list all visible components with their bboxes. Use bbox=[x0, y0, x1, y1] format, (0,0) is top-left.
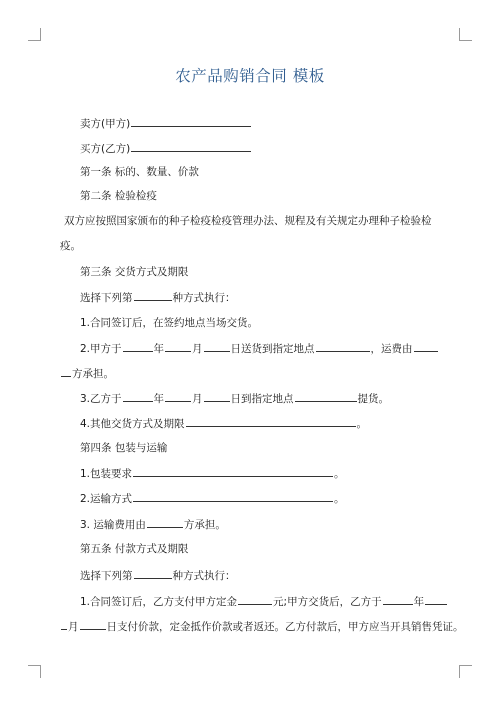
article-3-item-3 bbox=[80, 391, 389, 406]
a5-item1-text-1: 1.合同签订后，乙方支付甲方定金 bbox=[80, 596, 238, 608]
choose-suffix-2: 种方式执行： bbox=[172, 570, 236, 582]
article-2-body-line-2: 疫。 bbox=[60, 240, 81, 252]
crop-mark-bottom-left bbox=[28, 665, 41, 678]
crop-mark-top-left bbox=[28, 28, 41, 41]
a3-item2-text-3: ，运费由 bbox=[370, 343, 413, 355]
article-4-item-3 bbox=[80, 517, 226, 532]
a5-item1-day-blank[interactable] bbox=[80, 619, 106, 630]
a3-item4-end: 。 bbox=[356, 418, 368, 430]
a3-item2-year-label: 年 bbox=[153, 343, 165, 355]
a5-item1-text-2: 元;甲方交货后，乙方于 bbox=[273, 596, 382, 608]
a3-item2-cont-text: 方承担。 bbox=[72, 368, 114, 380]
a3-item2-freight-blank[interactable] bbox=[414, 341, 438, 352]
article-2-heading: 第二条 检验检疫 bbox=[80, 190, 157, 202]
a4-item3-blank[interactable] bbox=[147, 517, 183, 528]
a3-item2-month-blank[interactable] bbox=[165, 341, 191, 352]
buyer-blank[interactable] bbox=[131, 141, 251, 152]
a4-item1-end: 。 bbox=[334, 468, 345, 480]
a3-item3-text-2: 日到指定地点 bbox=[230, 393, 294, 405]
a5-item1-year-label: 年 bbox=[413, 596, 425, 608]
article-1-heading: 第一条 标的、数量、价款 bbox=[80, 166, 199, 178]
a3-item3-text-1: 3.乙方于 bbox=[80, 393, 122, 405]
a3-item3-month-blank[interactable] bbox=[165, 391, 191, 402]
article-4-item-2 bbox=[80, 491, 345, 506]
a3-item2-day-blank[interactable] bbox=[204, 341, 230, 352]
choose-blank-2[interactable] bbox=[134, 568, 172, 579]
a3-item2-party-blank[interactable] bbox=[61, 366, 71, 377]
a4-item2-blank[interactable] bbox=[133, 491, 333, 502]
a4-item3-text-1: 3. 运输费用由 bbox=[80, 519, 146, 531]
article-2-body-line-1: 双方应按照国家颁布的种子检疫检疫管理办法、规程及有关规定办理种子检验检 bbox=[64, 215, 432, 227]
choose-prefix-2: 选择下列第 bbox=[80, 570, 133, 582]
a3-item3-year-label: 年 bbox=[153, 393, 165, 405]
document-title: 农产品购销合同 模板 bbox=[175, 67, 325, 85]
a3-item4-blank[interactable] bbox=[186, 416, 356, 427]
a3-item3-text-3: 提货。 bbox=[357, 393, 390, 405]
article-3-item-4 bbox=[80, 416, 367, 431]
a5-item1-cont-text: 日支付价款，定金抵作价款或者返还。乙方付款后，甲方应当开具销售凭证。 bbox=[106, 621, 464, 633]
article-5-heading: 第五条 付款方式及期限 bbox=[80, 543, 189, 555]
article-5-item-1 bbox=[80, 594, 448, 609]
buyer-line bbox=[80, 141, 252, 156]
article-3-item-2 bbox=[80, 341, 439, 356]
a4-item1-text: 1.包装要求 bbox=[80, 468, 133, 480]
seller-blank[interactable] bbox=[131, 116, 251, 127]
a3-item2-location-blank[interactable] bbox=[316, 341, 370, 352]
article-3-choose-line bbox=[80, 290, 236, 305]
crop-mark-bottom-right bbox=[459, 665, 472, 678]
a4-item2-end: 。 bbox=[334, 493, 345, 505]
a3-item2-year-blank[interactable] bbox=[123, 341, 153, 352]
choose-prefix: 选择下列第 bbox=[80, 292, 133, 304]
a5-item1-year-blank[interactable] bbox=[383, 594, 413, 605]
a3-item3-month-label: 月 bbox=[192, 393, 203, 405]
crop-mark-top-right bbox=[459, 28, 472, 41]
seller-line bbox=[80, 116, 252, 131]
article-4-heading: 第四条 包装与运输 bbox=[80, 442, 168, 454]
a5-item1-month-blank[interactable] bbox=[425, 594, 447, 605]
choose-suffix: 种方式执行： bbox=[172, 292, 236, 304]
buyer-label: 买方(乙方) bbox=[80, 143, 131, 155]
a3-item3-location-blank[interactable] bbox=[295, 391, 357, 402]
article-5-choose-line bbox=[80, 568, 236, 583]
choose-blank[interactable] bbox=[134, 290, 172, 301]
article-5-item-1-cont bbox=[60, 619, 464, 634]
article-4-item-1 bbox=[80, 466, 345, 481]
a3-item2-text-2: 日送货到指定地点 bbox=[230, 343, 315, 355]
seller-label: 卖方(甲方) bbox=[80, 118, 131, 130]
a3-item3-day-blank[interactable] bbox=[204, 391, 230, 402]
a4-item1-blank[interactable] bbox=[133, 466, 333, 477]
a3-item3-year-blank[interactable] bbox=[123, 391, 153, 402]
a3-item2-month-label: 月 bbox=[192, 343, 203, 355]
a5-item1-cont-month-label: 月 bbox=[68, 621, 79, 633]
a4-item3-text-2: 方承担。 bbox=[183, 519, 226, 531]
a5-item1-cont-month-blank[interactable] bbox=[61, 619, 67, 630]
article-3-heading: 第三条 交货方式及期限 bbox=[80, 266, 189, 278]
a3-item4-text: 4.其他交货方式及期限 bbox=[80, 418, 185, 430]
a5-item1-deposit-blank[interactable] bbox=[238, 594, 272, 605]
a3-item2-text-1: 2.甲方于 bbox=[80, 343, 122, 355]
article-3-item-2-cont bbox=[60, 366, 114, 381]
article-3-item-1: 1.合同签订后，在签约地点当场交货。 bbox=[80, 317, 259, 329]
a4-item2-text: 2.运输方式 bbox=[80, 493, 133, 505]
